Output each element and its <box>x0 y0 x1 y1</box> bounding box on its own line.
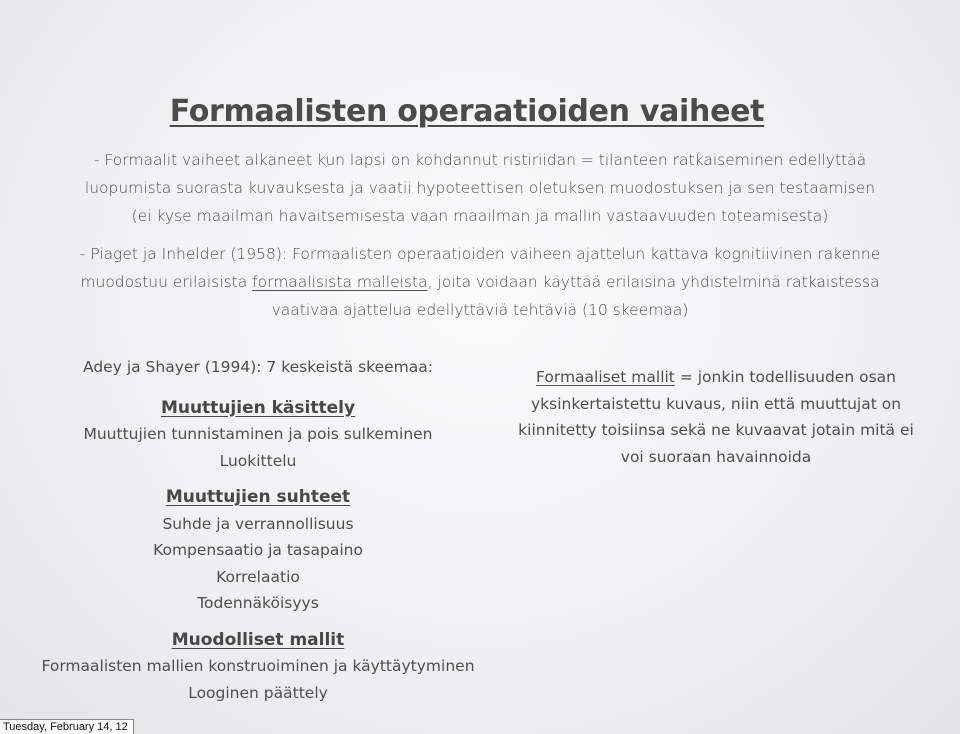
paragraph-text: , joita voidaan käyttää erilaisina yhdistelminä ratkaistessa <box>427 273 880 291</box>
group-item: Looginen päättely <box>188 683 328 702</box>
schemas-intro: Adey ja Shayer (1994): 7 keskeistä skeemaa: <box>83 358 433 376</box>
definition-line: yksinkertaistettu kuvaus, niin että muuttujat on <box>530 394 902 413</box>
paragraph-line: (ei kyse maailman havaitsemisesta vaan maailman ja mallin vastaavuuden toteamisesta) <box>131 207 829 225</box>
group-heading-variables-handling: Muuttujien käsittely <box>160 397 356 418</box>
paragraph-text: muodostuu erilaisista <box>80 273 253 291</box>
paragraph-line: - Formaalit vaiheet alkaneet kun lapsi on kohdannut ristiriidan = tilanteen ratkaiseminen edellyttää <box>93 151 867 169</box>
paragraph-line: vaativaa ajattelua edellyttäviä tehtäviä (10 skeemaa) <box>271 301 689 319</box>
formal-models-term: formaalisista malleista <box>252 273 428 291</box>
group-heading-variable-relations: Muuttujien suhteet <box>165 487 351 507</box>
group-item: Todennäköisyys <box>197 594 319 612</box>
paragraph-line <box>14 268 946 296</box>
paragraph-piaget-inhelder <box>14 240 946 324</box>
paragraph-formal-stages <box>14 146 946 230</box>
group-item: Formaalisten mallien konstruoiminen ja käyttäytyminen <box>41 657 475 675</box>
group-item: Luokittelu <box>219 451 297 470</box>
formal-models-term: Formaaliset mallit <box>536 368 675 386</box>
group-item: Kompensaatio ja tasapaino <box>153 541 363 559</box>
group-item: Suhde ja verrannollisuus <box>162 514 354 533</box>
definition-text: = jonkin todellisuuden osan <box>674 368 896 386</box>
group-heading-formal-models: Muodolliset mallit <box>171 629 345 650</box>
group-item: Korrelaatio <box>216 567 300 586</box>
group-item: Muuttujien tunnistaminen ja pois sulkeminen <box>83 425 433 443</box>
date-footer: Tuesday, February 14, 12 <box>0 719 134 734</box>
definition-line: kiinnitetty toisiinsa sekä ne kuvaavat jotain mitä ei <box>518 421 914 439</box>
definition-line <box>488 364 944 391</box>
paragraph-line: - Piaget ja Inhelder (1958): Formaalisten operaatioiden vaiheen ajattelun kattava kognitiivinen rakenne <box>79 245 881 263</box>
formal-models-definition <box>488 364 944 470</box>
schemas-column <box>10 354 506 706</box>
slide-title: Formaalisten operaatioiden vaiheet <box>169 94 765 129</box>
definition-line: voi suoraan havainnoida <box>620 447 812 466</box>
paragraph-line: luopumista suorasta kuvauksesta ja vaatii hypoteettisen oletuksen muodostuksen ja sen testaamisen <box>84 179 876 197</box>
